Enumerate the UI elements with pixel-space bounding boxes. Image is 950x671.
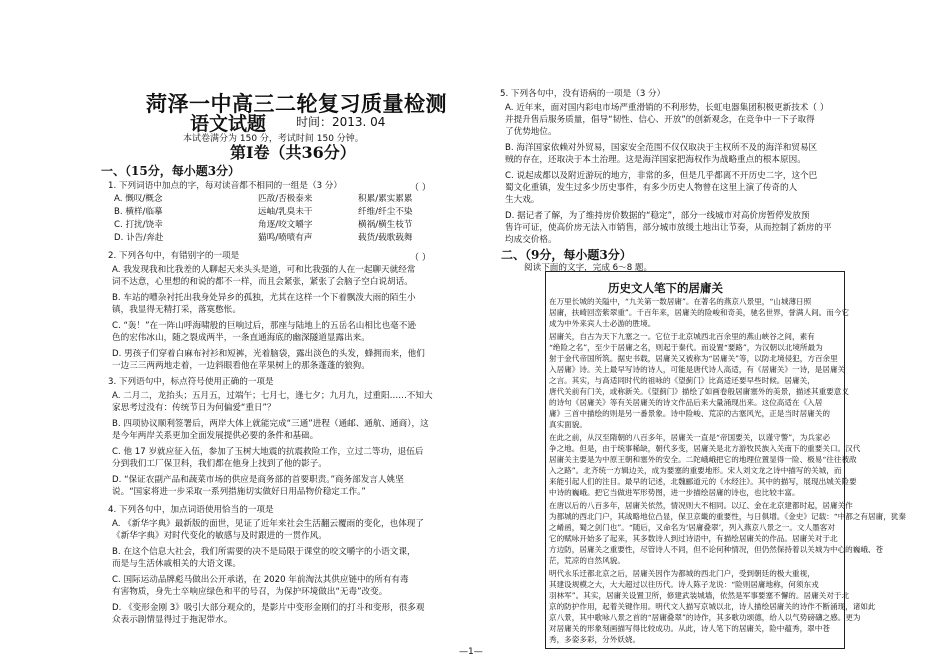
q2-line: A. 我发现我和比我差的人聊起天来头头是道，可和比我强的人在一起聊天就经常 — [112, 265, 416, 275]
q4-line: C. 国际运动品牌彪马做出公开承诺，在 2020 年前淘汰其供应链中的所有有毒 — [112, 575, 409, 585]
q1-option-b3: 纤维/纤尘不染 — [358, 207, 413, 217]
q2-answer-paren: （ ） — [410, 253, 431, 263]
q5-line: 了优势地位。 — [505, 127, 557, 137]
q1-option-b2: 远岫/乳臭未干 — [258, 207, 313, 217]
q4-stem: 4. 下列各句中，加点词语使用恰当的一项是 — [108, 505, 274, 515]
q5-line: 均成交价格。 — [505, 235, 557, 245]
q2-line: B. 车站的嘈杂衬托出我身处异乡的孤独，尤其在这样一个下着飘泼大雨的陌生小 — [112, 293, 416, 303]
q1-option-d2: 猫鸣/喷啧有声 — [258, 233, 313, 243]
q4-line: 《新华字典》对时代变化的敏感与及时跟进的一贯作风。 — [112, 531, 327, 541]
q4-line: 众表示剧情显得过于拖泥带水。 — [112, 615, 233, 625]
q2-line: 词不达意，心里想的和说的都不一样，而且会紧张，紧张了会脑子空白说胡话。 — [112, 277, 413, 287]
q2-line: 色的宏伟冰山，随之裂成两半，一条直通海底的幽深隧道显露出来。 — [112, 333, 370, 343]
q1-option-a1: A. 慨叹/概念 — [114, 194, 163, 204]
q1-answer-paren: （ ） — [410, 183, 431, 193]
q5-line: B. 海洋国家依赖对外贸易，国家安全范围不仅仅取决于主权所不及的海洋和贸易区 — [505, 143, 818, 153]
q1-option-b1: B. 横样/临摹 — [114, 207, 163, 217]
q1-stem: 1. 下列词语中加点的字，每对读音都不相同的一组是（3 分） — [108, 181, 342, 191]
article-line: 唐代关前有门关，或称新关。《望蓟门》描绘了如画卷般居庸塞外的美景，描述其重要意义 — [549, 387, 849, 396]
article-line: 来能引起人们的注目。最早的记述，北魏郦道元的《水经注》。其中的描写，展现出城关险要 — [549, 477, 857, 486]
q1-option-a3: 积累/累实累累 — [358, 194, 413, 204]
subject-title: 语文试题 — [190, 113, 267, 135]
article-line: 它的赋咏开始多了起来，其多数诗人到过诗语中，有描绘居庸关的作品。居庸关对于北 — [549, 534, 838, 543]
q4-line: D. 《变形金刚 3》吸引大部分观众的，是影片中变形金刚们的打斗和变形，很多观 — [112, 603, 425, 613]
q2-stem: 2. 下列各句中，有错别字的一项是 — [108, 251, 240, 261]
article-line: 居庸关主要是为中原王朝和塞外的安全。二陀峨峨把它的地理位置显得一险、极易“往往被敌 — [549, 455, 857, 464]
q3-line: 家思考过没有：传统节日为何偏爱“重日”？ — [112, 403, 276, 413]
q5-line: D. 据记者了解，为了维持房价数据的“稳定”，部分一线城市对高价房暂停发放预 — [505, 211, 810, 221]
q5-line: 生大戏。 — [505, 195, 540, 205]
article-line: 羽林军”。其实，居庸关设置卫所，修建武装城墙，依然是军事要塞不懈的。居庸关对于北 — [549, 591, 850, 600]
exam-title: 菏泽一中高三二轮复习质量检测 — [146, 91, 447, 116]
q2-line: C. “轰！”在一阵山呼海啸般的巨响过后，那座与陆地上的五岳名山相比也毫不逊 — [112, 321, 416, 331]
q3-stem: 3. 下列语句中，标点符号使用正确的一项是 — [108, 377, 274, 387]
q5-line: C. 说起成都以及附近游玩的地方，非常的多，但是几乎都离不开历史二字，这个巴 — [505, 171, 818, 181]
article-line: 方边防，居庸关之重要性，尽管诗人不同，但不论何种情况，但仍然保持着以关城为中心的巍峨、苍 — [549, 545, 884, 554]
q4-line: A. 《新华字典》最新版的面世，见证了近年来社会生活翻云覆雨的变化，也体现了 — [112, 519, 424, 529]
article-line: 茫，荒凉的自然风貌。 — [549, 556, 625, 565]
article-line: 居庸关，自古为天下九塞之一。它位于北京城西北百余里的燕山峡谷之间，素有 — [549, 332, 815, 341]
reading-instruction: 阅读下面的文字，完成 6～8 题。 — [524, 263, 653, 273]
article-line: 之言。其实，与高适同时代的祖咏的《望蓟门》比高适还要早些时候。居庸关， — [549, 376, 815, 385]
q3-line: B. 四项协议顺利签署后，两岸大体上就能完成“三通”进程（通邮、通航、通商），这 — [112, 419, 429, 429]
section-one-heading: 一、（15分，每小题3分） — [101, 164, 241, 178]
q1-option-a2: 匹敌/否极泰来 — [258, 194, 313, 204]
article-title: 历史文人笔下的居庸关 — [608, 281, 723, 295]
article-line: 中诗的巍峨。把它当做进军形势图，进一步描绘居庸的诗也，也比较丰富。 — [549, 488, 800, 497]
article-line: 入之路”。北齐统一方辑边关，成为要塞的重要地形。宋人刘文龙之诗中描写的关城，而 — [549, 466, 842, 475]
article-line: 在万里长城的关隘中，“九关第一数居庸”。在著名的燕京八景里，“山城薄日照 — [549, 297, 812, 306]
q3-line: 分到我们工厂保卫科，我们都在他身上找到了他的影子。 — [112, 459, 327, 469]
article-line: 争之地。但是，由于统事稀缺，朝代多变，居庸关是北方游牧民族入关南下的重要关口。汉代 — [549, 444, 861, 453]
article-line: 入居庸》诗。关上最早写诗的诗人，可能是唐代诗人高适，有《居庸关》一诗，是居庸关 — [549, 365, 846, 374]
q4-line: 有害物质，身先士卒响应绿色和平的号召，为保护环境做出“无毒”改变。 — [112, 587, 388, 597]
section-two-heading: 二、（9分，每小题3分） — [501, 248, 632, 262]
article-line: 明代永乐迁都北京之后，居庸关因作为都城的西北门户，受到朝廷的极大重视， — [549, 569, 815, 578]
q1-option-c1: C. 打扰/饶幸 — [114, 220, 163, 230]
article-line: 真实面貌。 — [549, 420, 587, 429]
article-line: 京八景，其中歌咏八景之首的“居庸叠翠”的诗作，其多歌功颂德，给人以气势磅礴之感。更为 — [549, 613, 861, 622]
article-line: 秀，多姿多彩，分外妖娆。 — [549, 635, 641, 644]
article-line: 对居庸关的形象刻画描写得比较成功。从此，诗人笔下的居庸关，险中蕴秀，翠中苍 — [549, 624, 830, 633]
article-line: 其建设规模之大，大大超过以往历代。诗人陈子龙说：“险则居庸地称，何须东戎 — [549, 580, 819, 589]
q5-line: 并提升售后服务质量，倡导“韧性、信心、开放”的创新观念，在竞争中一下子取得 — [505, 115, 815, 125]
volume-heading: 第Ⅰ卷（共36分） — [230, 143, 356, 162]
article-line: “绝险之名”，至少于居庸之名，则起于秦代。而设置“要路”，为汉朝以北境所最为 — [549, 343, 823, 352]
q3-line: A. 二月二，龙抬头；五月五，过端午；七月七，逢七夕；九月九，过重阳……不知大 — [112, 391, 433, 401]
q2-line: 一边三三两两地走着，一边斜眼看他在苹果树上的那条蓬蓬的狼狗。 — [112, 361, 370, 371]
exam-date: 时间：2013. 04 — [296, 115, 386, 129]
q5-line: 售许可证，使高价房无法入市销售，部分城市放缓土地出让节奏，从而控制了新房的平 — [505, 223, 832, 233]
article-line: 射于金代帝国所筑。据史书载，居庸关又被称为“居庸关”等，以防北境侵犯，方百余里 — [549, 354, 838, 363]
article-line: 在唐以后的八百多年，居庸关依然，情况则大不相同。以辽、金在北京建都时起，居庸关作 — [549, 501, 853, 510]
q1-option-d1: D. 讣告/奔赴 — [114, 233, 164, 243]
q1-option-c2: 角逐/咬文嚼字 — [258, 220, 313, 230]
q1-option-d3: 载货/载歌载舞 — [358, 233, 413, 243]
q3-line: C. 他 17 岁就应征入伍，参加了玉树大地震的抗震救险工作，立过二等功，退伍后 — [112, 447, 424, 457]
article-line: 为都城的西北门户，其战略地位凸显，保卫京畿的重要性，与日俱增。《金史》记载：“中都之有居庸，犹秦 — [549, 512, 906, 521]
article-line: 在此之前，从汉至隋朝的八百多年，居庸关一直是“帝国要关，以谨守警”，为兵家必 — [549, 433, 831, 442]
q3-line: 是今年两岸关系更加全面发展提供必要的条件和基础。 — [112, 431, 319, 441]
article-line: 之崤函，蜀之剑门也”。“随后，又命名为‘居庸叠翠’，列入燕京八景之一。文人墨客对 — [549, 523, 835, 532]
q4-line: B. 在这个信息大社会，我们所需要的决不是局限于课堂的咬文嚼字的小语文课， — [112, 547, 416, 557]
q5-stem: 5. 下列各句中，没有语病的一项是（3 分） — [500, 89, 666, 99]
q3-line: D. “保证农副产品和蔬菜市场的供应是商务部的首要职责。”商务部发言人姚坚 — [112, 475, 404, 485]
q2-line: D. 男孩子们穿着白麻布衬衫和短裤，光着脑袋，露出淡色的头发，蜂拥而来，他们 — [112, 349, 425, 359]
q5-line: 贼的存在，还取决于本土治理。这是海洋国家把海权作为战略重点的根本原因。 — [505, 155, 806, 165]
q5-answer-paren: （ ） — [808, 103, 829, 113]
q3-line: 说。“国家将进一步采取一系列措施切实做好日用品物价稳定工作。” — [112, 487, 366, 497]
q5-line: 蜀文化重镇，发生过多少历史事件，有多少历史人物曾在这里上演了传奇的人 — [505, 183, 798, 193]
q2-line: 镇，我显得无精打采，落寞憋怅。 — [112, 305, 241, 315]
article-line: 京的防护作用，起着关键作用。明代文人描写京城以北，诗人描绘居庸关的诗作不断涌现，诸如此 — [549, 602, 876, 611]
page-number: —1— — [459, 647, 483, 657]
article-line: 居庸，扶崎回峦紫翠重”。千百年来，居庸关的险峻和奇美，驰名世界，誉满人间。而今它 — [549, 308, 850, 317]
article-line: 的诗句《居庸关》等有关居庸关的诗文作品后来大量涌现出来。这位高适在《入居 — [549, 398, 823, 407]
q1-option-c3: 横祸/横生枝节 — [358, 220, 413, 230]
article-line: 成为中外来宾人士必游的胜境。 — [549, 319, 656, 328]
q4-line: 而是与生活休戚相关的大语文课。 — [112, 559, 241, 569]
q5-line: A. 近年来，面对国内彩电市场严重滑销的不利形势，长虹电器集团积极更新技术 — [505, 103, 809, 113]
exam-instructions: 本试卷满分为 150 分，考试时间 150 分钟。 — [183, 134, 364, 144]
article-line: 庸》三首中描绘的则是另一番景象。诗中险峻、荒凉的古塞风光，正是当时居庸关的 — [549, 409, 830, 418]
